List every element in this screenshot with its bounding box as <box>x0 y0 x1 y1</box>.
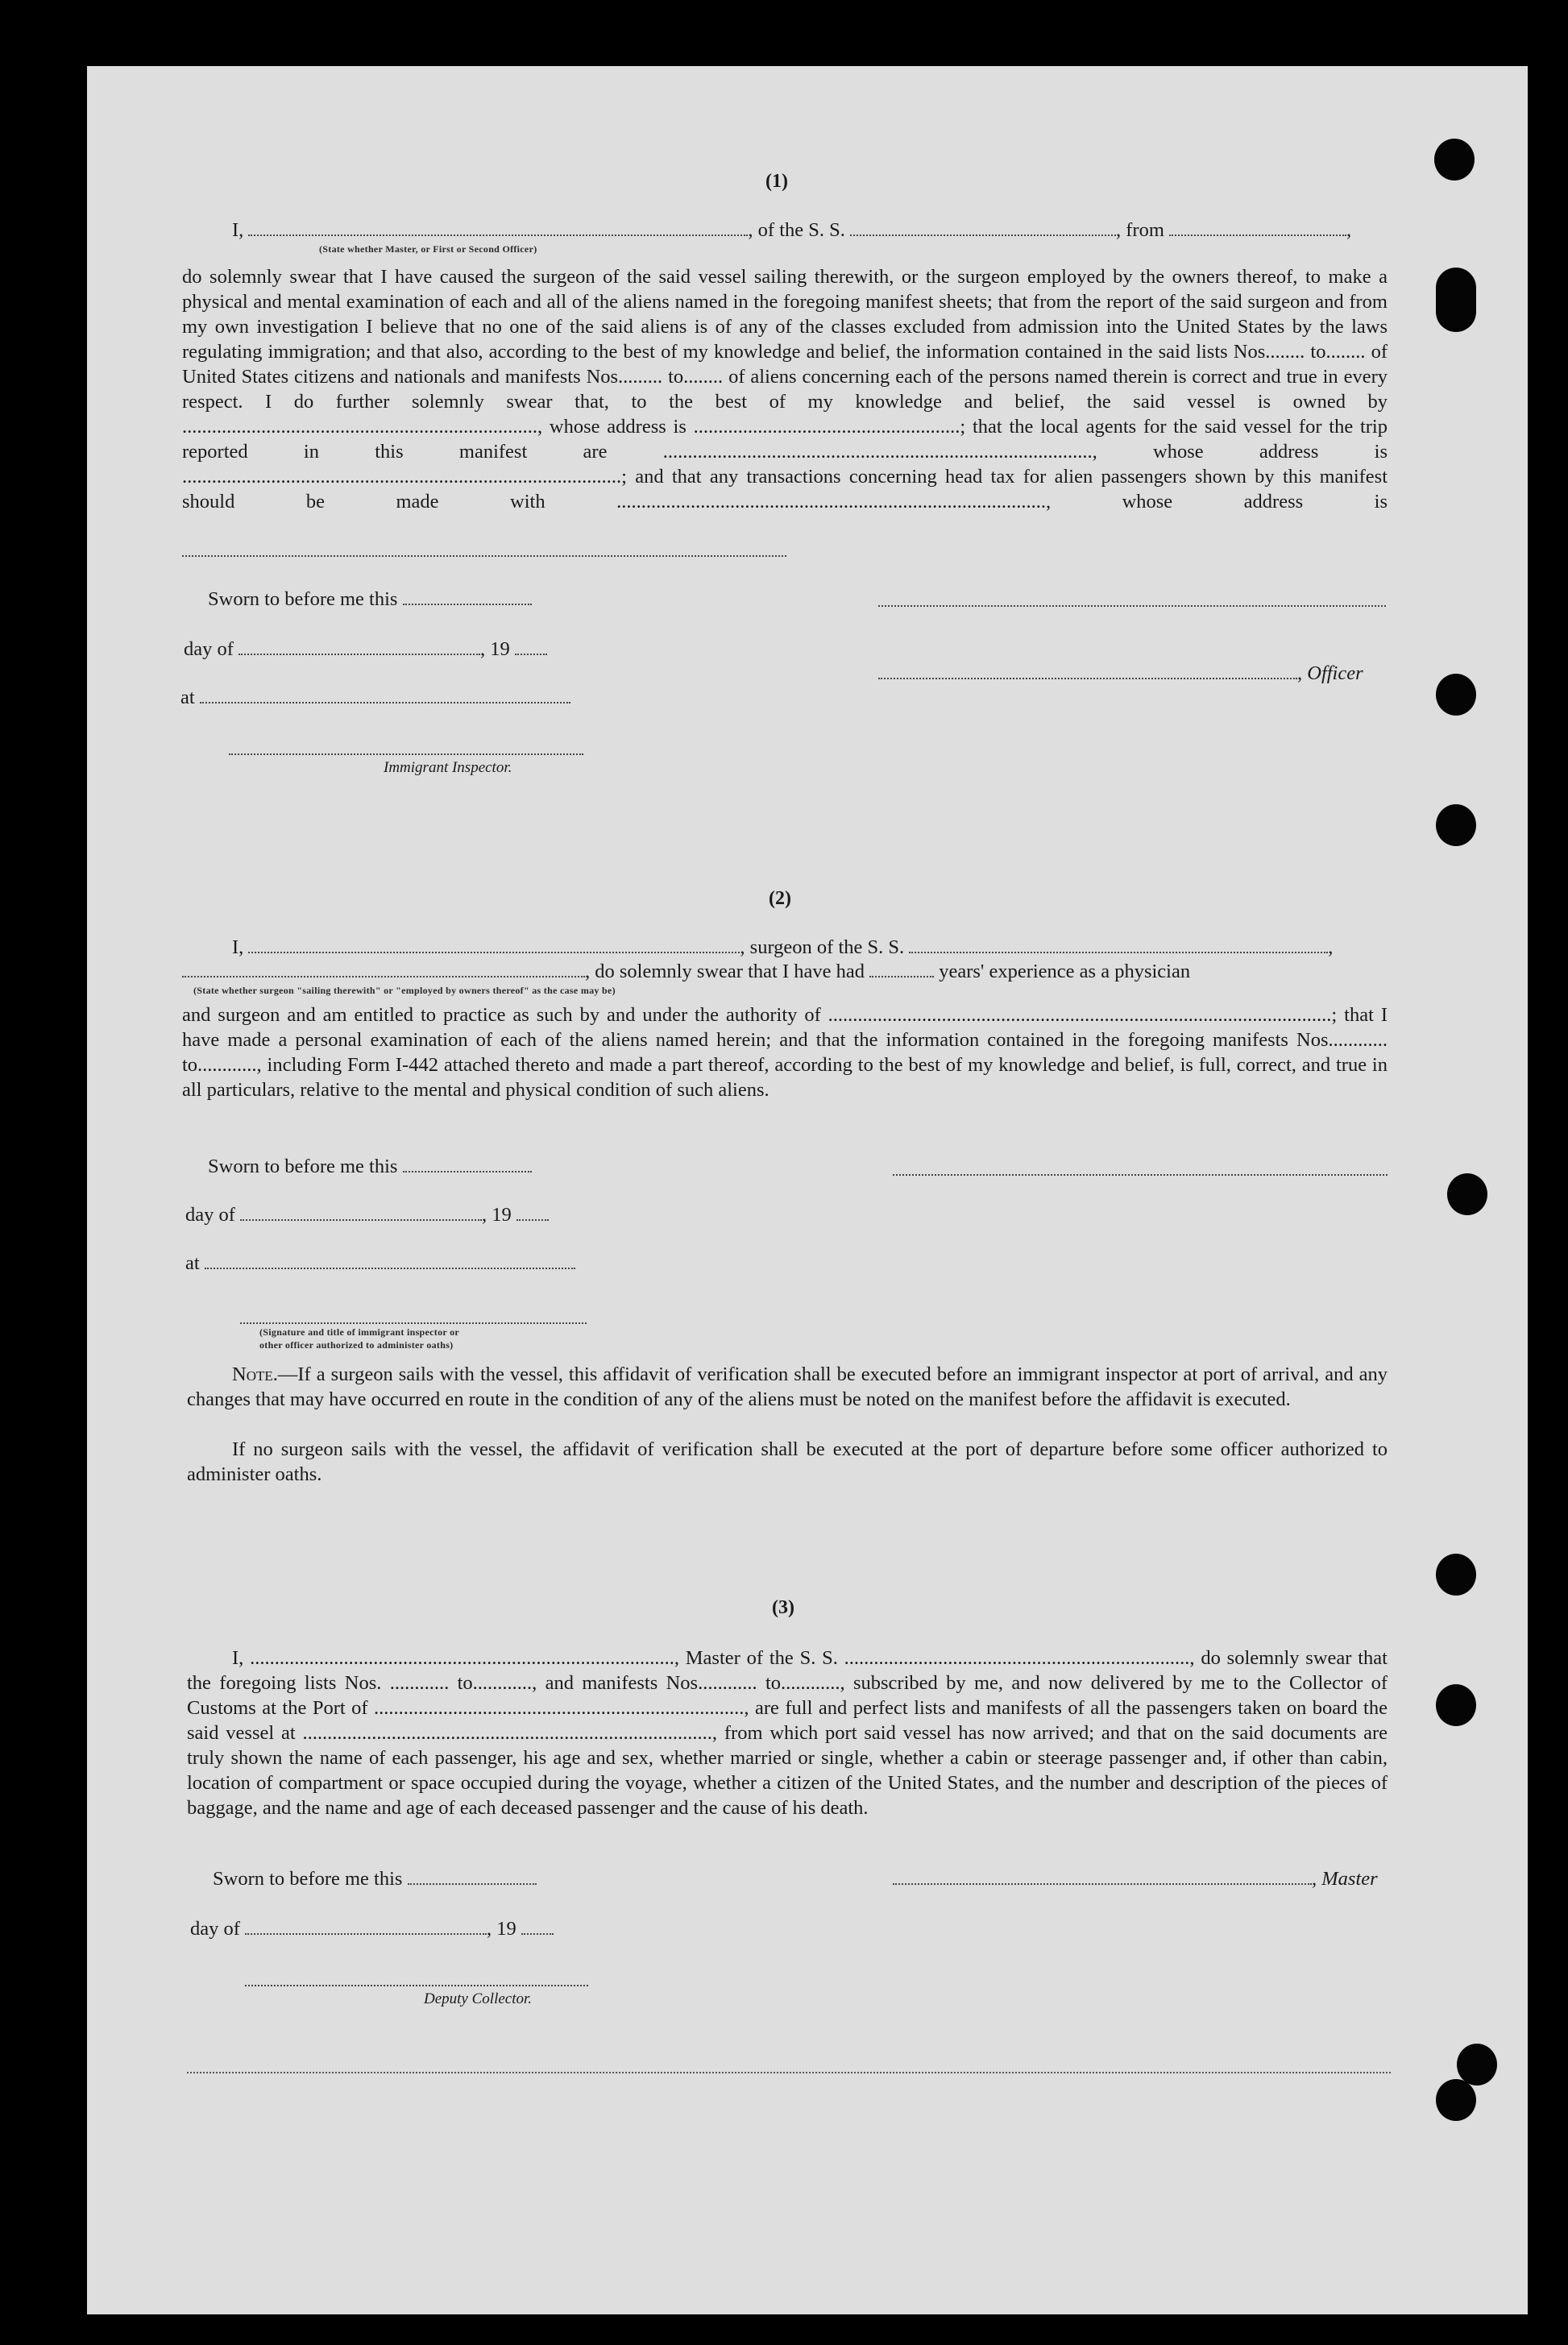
vessel-name-field[interactable] <box>909 951 1328 953</box>
punch-hole <box>1436 1684 1476 1726</box>
section-3-number: (3) <box>772 1597 794 1618</box>
year-field[interactable] <box>515 653 547 655</box>
punch-hole <box>1434 139 1475 181</box>
punch-hole <box>1436 2079 1476 2121</box>
vessel-name-field[interactable] <box>850 234 1116 236</box>
signature-caption-line-2: other officer authorized to administer oaths) <box>259 1339 454 1351</box>
signature-field[interactable] <box>878 604 1386 607</box>
inspector-signature-field[interactable] <box>229 753 583 755</box>
officer-label: , Officer <box>1297 662 1363 684</box>
section-2-number: (2) <box>769 888 791 909</box>
section-3-sworn <box>213 1868 537 1891</box>
punch-hole <box>1436 268 1476 332</box>
comma: , <box>1328 936 1334 958</box>
year-label: , 19 <box>480 638 510 660</box>
section-3-master <box>893 1868 1378 1891</box>
label-of-ss: , of the S. S. <box>748 219 845 241</box>
section-1-caption: (State whether Master, or First or Second Officer) <box>319 243 537 255</box>
section-1-sworn <box>208 588 532 611</box>
note-text-2: If no surgeon sails with the vessel, the affidavit of verification shall be executed at the port of departure before some officer authorized to administer oaths. <box>187 1438 1388 1485</box>
day-of-label: day of <box>184 638 234 660</box>
signature-caption-line-1: (Signature and title of immigrant inspector or <box>259 1326 460 1338</box>
deputy-signature-field[interactable] <box>245 1984 588 1986</box>
punch-hole <box>1436 804 1476 846</box>
section-1-paragraph: do solemnly swear that I have caused the surgeon of the said vessel sailing therewith, or the surgeon employed by the owners thereof, to make a physical and mental examination of each and all of the aliens named in the foregoing manifest sheets; that from the report of the said surgeon and from my own investigation I believe that no one of the said aliens is of any of the classes excluded from admission into the United States by the laws regulating immigration; and that also, according to the best of my knowledge and belief, the information contained in the said lists Nos........ to........ of United States citizens and nationals and manifests Nos......... to........ of aliens concerning each of the persons named therein is correct and true in every respect. I do further solemnly swear that, to the best of my knowledge and belief, the said vessel is owned by ........................................................................, whose address is ......................................................; that the local agents for the said vessel for the trip reported in this manifest are ......................................................................................., whose address is .........................................................................................; and that any transactions concerning head tax for alien passengers shown by this manifest should be made with ......................................................................................., whose address is <box>182 266 1388 513</box>
section-2-line-2 <box>182 961 1190 983</box>
sworn-label: Sworn to before me this <box>213 1868 403 1890</box>
years-field[interactable] <box>869 975 934 977</box>
label-from: , from <box>1116 219 1164 241</box>
punch-hole <box>1436 674 1476 716</box>
section-1-officer <box>878 662 1363 685</box>
day-of-label: day of <box>185 1204 235 1226</box>
surgeon-status-field[interactable] <box>182 975 585 977</box>
surgeon-name-field[interactable] <box>248 951 740 953</box>
punch-hole <box>1457 2044 1497 2086</box>
month-field[interactable] <box>245 1932 487 1935</box>
note-text: —If a surgeon sails with the vessel, this affidavit of verification shall be executed before an immigrant inspector at port of arrival, and any changes that may have occurred en route in the condition of any of the aliens must be noted on the manifest before the affidavit is executed. <box>187 1363 1388 1410</box>
punch-hole <box>1447 1173 1487 1215</box>
section-3-day <box>190 1918 554 1940</box>
sworn-day-field[interactable] <box>403 603 532 605</box>
master-label: , Master <box>1312 1868 1378 1890</box>
month-field[interactable] <box>239 653 480 655</box>
surgeon-label: , surgeon of the S. S. <box>740 936 905 958</box>
section-2-paragraph: and surgeon and am entitled to practice as such by and under the authority of ......................................................................................................; that I have made a personal examination of each of the aliens named herein; and that the information contained in the foregoing manifests Nos............ to............, including Form I-442 attached thereto and made a part thereof, according to the best of my knowledge and belief, is full, correct, and true in all particulars, relative to the mental and physical condition of such aliens. <box>182 1004 1388 1101</box>
swear-label: , do solemnly swear that I have had <box>585 961 865 982</box>
punch-hole <box>1436 1554 1476 1596</box>
sworn-day-field[interactable] <box>403 1170 532 1172</box>
section-2-caption: (State whether surgeon "sailing therewith" or "employed by owners thereof" as the case may be) <box>193 985 616 996</box>
month-field[interactable] <box>240 1218 482 1221</box>
sworn-day-field[interactable] <box>408 1882 537 1885</box>
officer-signature-field[interactable] <box>878 677 1297 679</box>
place-field[interactable] <box>200 701 570 704</box>
oath-officer-signature-field[interactable] <box>240 1322 587 1324</box>
surgeon-signature-field[interactable] <box>893 1173 1388 1176</box>
section-2-day <box>185 1204 549 1226</box>
year-label: , 19 <box>482 1204 512 1226</box>
day-of-label: day of <box>190 1918 240 1940</box>
section-1-day <box>184 638 547 661</box>
officer-name-field[interactable] <box>248 234 748 236</box>
inspector-caption: Immigrant Inspector. <box>384 759 512 776</box>
section-2-note-2 <box>187 1437 1388 1487</box>
section-1-number: (1) <box>765 171 788 192</box>
section-2-line-1 <box>232 936 1333 959</box>
comma: , <box>1346 219 1352 241</box>
at-label: at <box>185 1252 200 1274</box>
deputy-caption: Deputy Collector. <box>424 1990 533 2007</box>
year-field[interactable] <box>516 1218 549 1221</box>
sworn-label: Sworn to before me this <box>208 588 398 610</box>
label-i: I, <box>232 219 244 241</box>
section-1-at <box>180 687 570 709</box>
departure-port-field[interactable] <box>1169 234 1346 236</box>
year-label: , 19 <box>487 1918 516 1940</box>
section-2-sworn <box>208 1156 532 1178</box>
sworn-label: Sworn to before me this <box>208 1156 398 1177</box>
section-2-note <box>187 1362 1388 1412</box>
place-field[interactable] <box>205 1267 575 1269</box>
at-label: at <box>180 687 195 708</box>
master-signature-field[interactable] <box>893 1882 1312 1885</box>
bottom-rule <box>187 2071 1391 2073</box>
section-1-line-1 <box>232 219 1351 242</box>
years-label: years' experience as a physician <box>939 961 1191 982</box>
note-label: Note. <box>232 1363 278 1385</box>
label-i: I, <box>232 936 244 958</box>
year-field[interactable] <box>521 1932 554 1935</box>
address-field[interactable] <box>182 554 786 557</box>
section-2-at <box>185 1252 575 1275</box>
section-3-paragraph: I, ......................................................................................, Master of the S. S. ......................................................................, do solemnly swear that the foregoing lists Nos. ............ to............, and manifests Nos............ to............, subscribed by me, and now delivered by me to the Collector of Customs at the Port of ..........................................................................., are full and perfect lists and manifests of all the passengers taken on board the said vessel at ..................................................................................., from which port said vessel has now arrived; and that on the said documents are truly shown the name of each passenger, his age and sex, whether married or single, whether a cabin or steerage passenger and, if other than cabin, location of compartment or space occupied during the voyage, whether a citizen of the United States, and the number and description of the pieces of baggage, and the name and age of each deceased passenger and the cause of his death. <box>187 1647 1388 1819</box>
